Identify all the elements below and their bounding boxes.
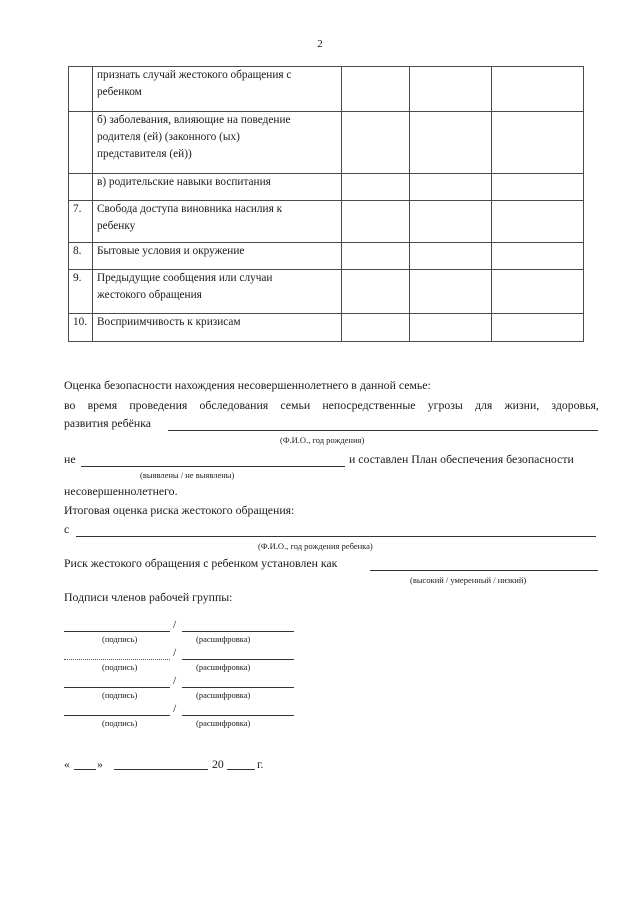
date-year-prefix: 20	[212, 757, 224, 771]
assessment-cell[interactable]	[492, 314, 584, 342]
decode-field[interactable]	[182, 659, 294, 660]
date-year-field[interactable]	[227, 769, 255, 770]
assessment-cell[interactable]	[410, 243, 492, 270]
table-row	[69, 67, 584, 112]
child-fio-field[interactable]	[168, 430, 598, 431]
row-number: 7.	[69, 201, 93, 243]
decode-hint: (расшифровка)	[196, 634, 251, 644]
criterion-line: в) родительские навыки воспитания	[97, 176, 271, 188]
decode-hint: (расшифровка)	[196, 690, 251, 700]
assessment-line2-prefix: развития ребёнка	[64, 416, 151, 430]
signature-field[interactable]	[64, 631, 170, 632]
criterion-line: представителя (ей))	[97, 148, 192, 160]
assessment-line1-word: семьи	[280, 398, 311, 412]
assessment-cell[interactable]	[492, 270, 584, 314]
row-number	[69, 67, 93, 112]
assessment-cell[interactable]	[410, 314, 492, 342]
signatures-heading: Подписи членов рабочей группы:	[64, 590, 233, 604]
signature-slash: /	[173, 673, 177, 687]
criterion-line: признать случай жестокого обращения с	[97, 69, 292, 81]
assessment-line4: несовершеннолетнего.	[64, 484, 178, 498]
hint-fio: (Ф.И.О., год рождения)	[280, 435, 365, 445]
signature-hint: (подпись)	[102, 634, 138, 644]
assessment-cell[interactable]	[410, 67, 492, 112]
table-row	[69, 270, 584, 314]
assessment-line1-word: обследования	[199, 398, 269, 412]
assessment-cell[interactable]	[492, 243, 584, 270]
decode-hint: (расшифровка)	[196, 718, 251, 728]
table-row	[69, 174, 584, 201]
row-number	[69, 174, 93, 201]
row-number	[69, 112, 93, 174]
date-close-quote: »	[97, 757, 103, 771]
decode-field[interactable]	[182, 631, 294, 632]
assessment-line1-word: жизни,	[504, 398, 540, 412]
criterion-line: Восприимчивость к кризисам	[97, 316, 241, 328]
criterion-line: Бытовые условия и окружение	[97, 245, 245, 257]
assessment-cell[interactable]	[342, 314, 410, 342]
criterion-line: ребенку	[97, 220, 136, 232]
assessment-cell[interactable]	[410, 270, 492, 314]
assessment-cell[interactable]	[342, 201, 410, 243]
risk-level-field[interactable]	[370, 570, 598, 571]
row-criterion	[93, 67, 342, 112]
criterion-line: б) заболевания, влияющие на поведение	[97, 114, 291, 126]
hint-level: (высокий / умеренный / низкий)	[410, 575, 527, 585]
assessment-cell[interactable]	[342, 243, 410, 270]
final-heading: Итоговая оценка риска жестокого обращения:	[64, 503, 295, 517]
row-criterion	[93, 314, 342, 342]
risk-label: Риск жестокого обращения с ребенком установлен как	[64, 556, 338, 570]
decode-field[interactable]	[182, 687, 294, 688]
date-year-suffix: г.	[257, 757, 264, 771]
table-row	[69, 314, 584, 342]
assessment-cell[interactable]	[410, 112, 492, 174]
assessment-line1-word: проведения	[129, 398, 188, 412]
assessment-cell[interactable]	[342, 67, 410, 112]
assessment-cell[interactable]	[410, 201, 492, 243]
criterion-line: жестокого обращения	[97, 289, 202, 301]
criterion-line: ребенком	[97, 86, 142, 98]
assessment-cell[interactable]	[410, 174, 492, 201]
date-month-field[interactable]	[114, 769, 208, 770]
assessment-line1-word: угрозы	[427, 398, 463, 412]
hint-detected: (выявлены / не выявлены)	[140, 470, 235, 480]
signature-hint: (подпись)	[102, 690, 138, 700]
signature-slash: /	[173, 645, 177, 659]
row-criterion	[93, 270, 342, 314]
assessment-cell[interactable]	[342, 112, 410, 174]
row-number: 10.	[69, 314, 93, 342]
assessment-cell[interactable]	[492, 174, 584, 201]
assessment-line1-word: во	[64, 398, 76, 412]
assessment-line3-prefix: не	[64, 452, 76, 466]
detected-field[interactable]	[81, 466, 345, 467]
row-criterion	[93, 243, 342, 270]
signature-hint: (подпись)	[102, 662, 138, 672]
assessment-line1-word: время	[87, 398, 118, 412]
criterion-line: Свобода доступа виновника насилия к	[97, 203, 283, 215]
assessment-line1	[64, 398, 599, 413]
row-criterion	[93, 174, 342, 201]
date-day-field[interactable]	[74, 769, 96, 770]
risk-factors-table	[68, 66, 584, 342]
page-number: 2	[317, 38, 323, 50]
criterion-line: родителя (ей) (законного (ых)	[97, 131, 240, 143]
row-criterion	[93, 112, 342, 174]
assessment-line1-word: здоровья,	[551, 398, 599, 412]
assessment-line1-word: для	[475, 398, 493, 412]
signature-field[interactable]	[64, 715, 170, 716]
table-row	[69, 201, 584, 243]
row-criterion	[93, 201, 342, 243]
hint-fio-child: (Ф.И.О., год рождения ребенка)	[258, 541, 373, 551]
signature-hint: (подпись)	[102, 718, 138, 728]
decode-hint: (расшифровка)	[196, 662, 251, 672]
signature-field[interactable]	[64, 687, 170, 688]
assessment-cell[interactable]	[492, 67, 584, 112]
table-row	[69, 112, 584, 174]
criterion-line: Предыдущие сообщения или случаи	[97, 272, 273, 284]
signature-slash: /	[173, 617, 177, 631]
assessment-heading: Оценка безопасности нахождения несовершеннолетнего в данной семье:	[64, 378, 431, 392]
table-row	[69, 243, 584, 270]
assessment-cell[interactable]	[342, 270, 410, 314]
assessment-line1-word: непосредственные	[322, 398, 416, 412]
assessment-line3-suffix: и составлен План обеспечения безопасности	[349, 452, 574, 466]
date-open-quote: «	[64, 757, 70, 771]
signature-field[interactable]	[64, 659, 170, 660]
assessment-cell[interactable]	[492, 201, 584, 243]
final-prefix: с	[64, 522, 70, 536]
decode-field[interactable]	[182, 715, 294, 716]
final-fio-field[interactable]	[76, 536, 596, 537]
assessment-cell[interactable]	[492, 112, 584, 174]
signature-slash: /	[173, 701, 177, 715]
row-number: 9.	[69, 270, 93, 314]
assessment-cell[interactable]	[342, 174, 410, 201]
row-number: 8.	[69, 243, 93, 270]
